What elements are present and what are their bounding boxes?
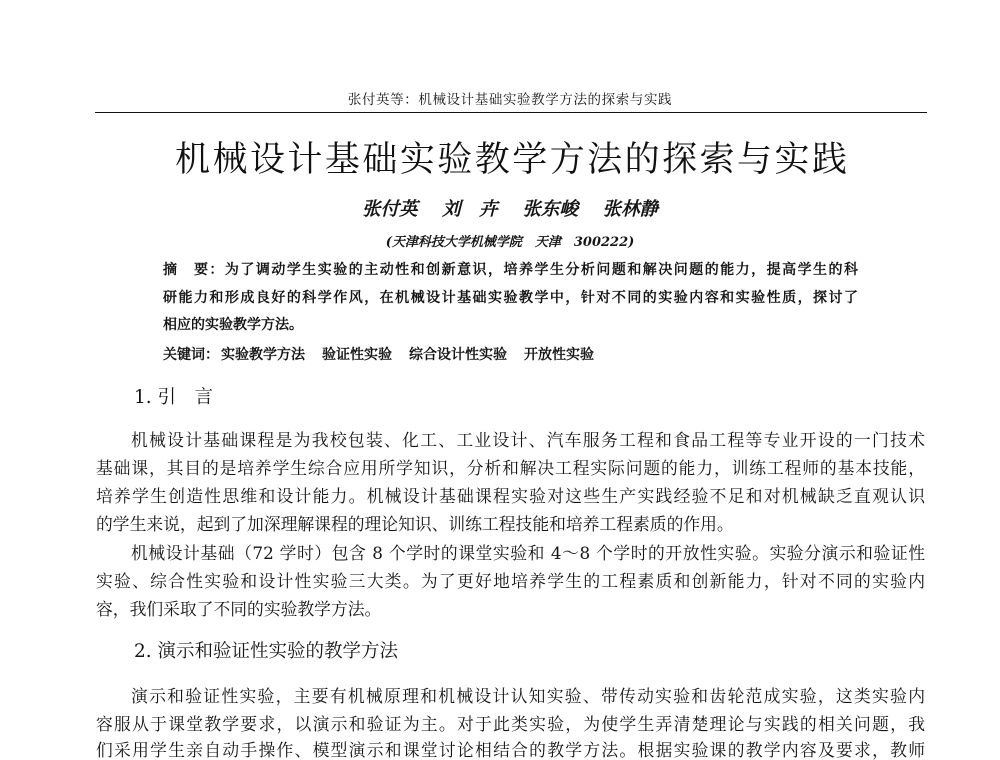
body-line: 的学生来说，起到了加深理解课程的理论知识、训练工程技能和培养工程素质的作用。: [96, 514, 734, 534]
keyword: 开放性实验: [524, 347, 594, 363]
keywords-label: 关键词：: [163, 347, 219, 363]
body-line: 基础课，其目的是培养学生综合应用所学知识，分析和解决工程实际问题的能力，训练工程师的基本技能，: [96, 458, 925, 478]
body-line: 培养学生创造性思维和设计能力。机械设计基础课程实验对这些生产实践经验不足和对机械缺乏直观认识: [96, 486, 925, 506]
running-header: 张付英等：机械设计基础实验教学方法的探索与实践: [347, 92, 673, 108]
paper-title: 机械设计基础实验教学方法的探索与实践: [175, 140, 847, 180]
keywords: [163, 346, 611, 365]
abstract-text: 为了调动学生实验的主动性和创新意识，培养学生分析问题和解决问题的能力，提高学生的科: [224, 262, 858, 278]
affiliation: (天津科技大学机械学院 天津 300222): [385, 235, 635, 250]
body-line: 机械设计基础（72 学时）包含 8 个学时的课堂实验和 4～8 个学时的开放性实验。实验分演示和验证性: [131, 543, 925, 563]
body-line: 们采用学生亲自动手操作、模型演示和课堂讨论相结合的教学方法。根据实验课的教学内容及要求，教师: [96, 740, 925, 760]
abstract-line: [163, 261, 858, 280]
author-name: 张付英: [362, 199, 418, 220]
abstract-line: 研能力和形成良好的科学作风，在机械设计基础实验教学中，针对不同的实验内容和实验性质，探讨了: [163, 290, 858, 306]
abstract-line: 相应的实验教学方法。: [163, 317, 303, 333]
body-line: 容服从于课堂教学要求，以演示和验证为主。对于此类实验，为使学生弄清楚理论与实践的相关问题，我: [96, 714, 925, 734]
section-heading: 2. 演示和验证性实验的教学方法: [134, 641, 399, 662]
body-line: 容，我们采取了不同的实验教学方法。: [96, 599, 382, 619]
keyword: 综合设计性实验: [409, 347, 507, 363]
keyword: 验证性实验: [322, 347, 392, 363]
author-list: [362, 198, 658, 222]
section-heading: 1. 引 言: [134, 387, 214, 408]
body-line: 实验、综合性实验和设计性实验三大类。为了更好地培养学生的工程素质和创新能力，针对不同的实验内: [96, 571, 925, 591]
author-name: 张东峻: [522, 199, 578, 220]
body-line: 机械设计基础课程是为我校包装、化工、工业设计、汽车服务工程和食品工程等专业开设的一门技术: [131, 430, 925, 450]
author-name: 张林静: [602, 199, 658, 220]
body-line: 演示和验证性实验，主要有机械原理和机械设计认知实验、带传动实验和齿轮范成实验，这类实验内: [131, 686, 925, 706]
header-rule: [95, 112, 927, 113]
author-name: 刘 卉: [442, 199, 498, 220]
keyword: 实验教学方法: [221, 347, 305, 363]
abstract-label: 摘 要：: [163, 262, 225, 278]
